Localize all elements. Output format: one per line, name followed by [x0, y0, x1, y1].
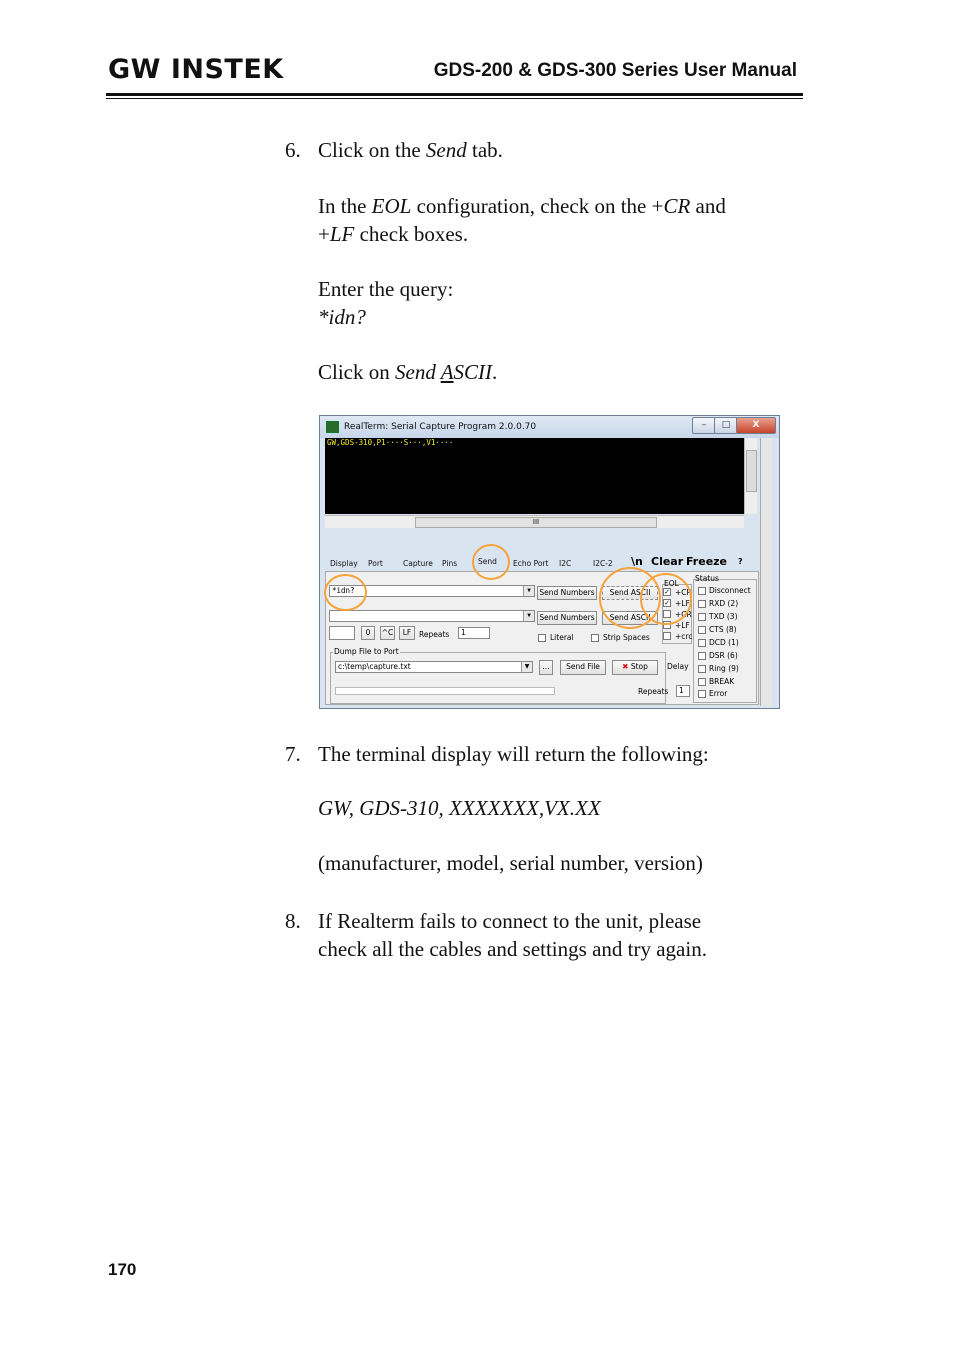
manual-title: GDS-200 & GDS-300 Series User Manual — [433, 60, 797, 81]
window-scrollbar[interactable] — [760, 438, 772, 706]
window-titlebar — [320, 416, 779, 438]
stop-icon: ✖ — [622, 662, 629, 671]
send-zero-button[interactable]: 0 — [361, 626, 375, 640]
literal-checkbox[interactable] — [538, 634, 546, 642]
tab-pins[interactable]: Pins — [442, 559, 458, 568]
tab-port[interactable]: Port — [368, 559, 383, 568]
send-input-2[interactable] — [329, 610, 535, 622]
step-number: 8. — [285, 909, 301, 933]
eol-lf-label: +LF — [675, 599, 690, 608]
eol-cr-label: +CR — [675, 588, 692, 597]
eol-cr2-label: +CR — [675, 610, 692, 619]
eol-crc-checkbox[interactable] — [663, 632, 671, 640]
repeats2-input[interactable]: 1 — [676, 685, 690, 697]
eol-cr-checkbox[interactable]: ✓ — [664, 588, 670, 596]
query-instruction: Enter the query: *idn? — [318, 277, 454, 329]
step-text: Click on the Send tab. — [318, 138, 503, 162]
progress-bar — [335, 687, 555, 695]
tab-capture[interactable]: Capture — [403, 559, 433, 568]
status-indicator — [698, 639, 706, 647]
status-indicator — [698, 600, 706, 608]
status-indicator — [698, 626, 706, 634]
literal-label: Literal — [550, 633, 574, 642]
send-file-button[interactable]: Send File — [560, 660, 606, 675]
highlight-eol — [640, 573, 692, 625]
eol-lf-checkbox[interactable]: ✓ — [664, 599, 670, 607]
step-number: 7. — [285, 742, 301, 766]
terminal-output: GW,GDS-310,P1····S···,V1···· — [327, 438, 454, 447]
status-error: Error — [709, 689, 728, 698]
strip-spaces-checkbox[interactable] — [591, 634, 599, 642]
step-text: If Realterm fails to connect to the unit, please check all the cables and settings and try again. — [318, 909, 707, 961]
repeats2-label: Repeats — [638, 687, 669, 696]
eol-instruction: In the EOL configuration, check on the +CR and +LF check boxes. — [318, 194, 726, 246]
eol-lf2-label: +LF — [675, 621, 690, 630]
status-indicator — [698, 678, 706, 686]
window-title: RealTerm: Serial Capture Program 2.0.0.70 — [344, 422, 537, 432]
header-rule-thin — [106, 98, 803, 99]
tab-echo-port[interactable]: Echo Port — [513, 559, 549, 568]
page-number: 170 — [108, 1260, 137, 1279]
maximize-icon[interactable]: □ — [714, 417, 738, 434]
dropdown-arrow-icon[interactable]: ▼ — [523, 586, 534, 596]
status-dcd: DCD (1) — [709, 638, 739, 647]
response-description: (manufacturer, model, serial number, version) — [318, 851, 703, 875]
number-input[interactable] — [329, 626, 355, 640]
header-rule — [106, 93, 803, 96]
browse-button[interactable]: ... — [539, 660, 553, 675]
send-lf-button[interactable]: LF — [399, 626, 415, 640]
status-label: Status — [695, 574, 719, 583]
dump-file-label: Dump File to Port — [334, 647, 399, 656]
terminal-hscroll[interactable]: III — [325, 515, 744, 528]
status-dsr: DSR (6) — [709, 651, 738, 660]
send-ascii-button-1[interactable]: Send ASCII — [602, 586, 658, 600]
help-button[interactable]: ? — [738, 557, 743, 566]
repeats-input[interactable]: 1 — [458, 627, 490, 639]
status-disconnect: Disconnect — [709, 586, 751, 595]
newline-button[interactable]: \n — [631, 555, 643, 568]
strip-spaces-label: Strip Spaces — [603, 633, 650, 642]
status-indicator — [698, 613, 706, 621]
response-example: GW, GDS-310, XXXXXXX,VX.XX — [318, 796, 601, 820]
eol-label: EOL — [664, 579, 679, 588]
dropdown-arrow-icon[interactable]: ▼ — [521, 662, 532, 672]
status-indicator — [698, 665, 706, 673]
terminal-display — [325, 438, 744, 514]
send-ascii-instruction: Click on Send ASCII. — [318, 360, 498, 384]
send-numbers-button-1[interactable]: Send Numbers — [537, 586, 597, 600]
app-icon — [326, 421, 339, 433]
delay-label: Delay — [667, 662, 689, 671]
send-ctrl-c-button[interactable]: ^C — [380, 626, 395, 640]
send-numbers-button-2[interactable]: Send Numbers — [537, 611, 597, 625]
dropdown-arrow-icon[interactable]: ▼ — [523, 611, 534, 621]
stop-button[interactable]: ✖ Stop — [612, 660, 658, 675]
minimize-icon[interactable]: – — [692, 417, 716, 434]
dump-file-path[interactable]: c:\temp\capture.txt ▼ — [335, 661, 533, 673]
terminal-vscroll[interactable] — [744, 438, 757, 514]
status-break: BREAK — [709, 677, 735, 686]
send-ascii-button-2[interactable]: Send ASCII — [602, 611, 658, 625]
status-ring: Ring (9) — [709, 664, 739, 673]
freeze-button[interactable]: Freeze — [686, 555, 728, 568]
status-rxd: RXD (2) — [709, 599, 739, 608]
tab-send[interactable]: Send — [478, 557, 497, 566]
step-number: 6. — [285, 138, 301, 162]
eol-crc-label: +crc — [675, 632, 693, 641]
tab-i2c-2[interactable]: I2C-2 — [593, 559, 613, 568]
repeats-label: Repeats — [419, 630, 450, 639]
status-indicator — [698, 652, 706, 660]
tab-i2c[interactable]: I2C — [559, 559, 572, 568]
realterm-screenshot — [319, 415, 780, 709]
send-input-1[interactable]: *idn? ▼ — [329, 585, 535, 597]
gw-instek-logo: GW INSTEK — [108, 54, 284, 85]
highlight-send-tab — [472, 544, 510, 580]
close-icon[interactable]: X — [736, 417, 776, 434]
status-cts: CTS (8) — [709, 625, 737, 634]
tab-display[interactable]: Display — [330, 559, 358, 568]
clear-button[interactable]: Clear — [651, 555, 684, 568]
highlight-query-input — [324, 574, 367, 611]
status-txd: TXD (3) — [709, 612, 738, 621]
status-indicator — [698, 587, 706, 595]
step-text: The terminal display will return the following: — [318, 742, 709, 766]
status-indicator — [698, 690, 706, 698]
